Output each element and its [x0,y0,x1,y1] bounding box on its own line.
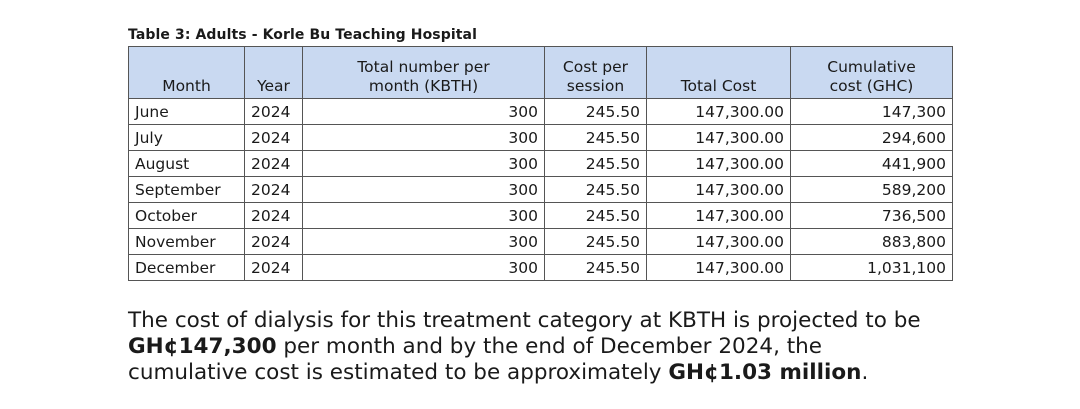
cell-number: 300 [303,229,545,255]
table-row [129,203,953,229]
cell-cumulative-cost: 441,900 [791,151,953,177]
summary-cumulative-cost: GH¢1.03 million [668,360,862,385]
table-caption: Table 3: Adults - Korle Bu Teaching Hospital [128,27,477,43]
header-cost-line2: session [566,77,625,95]
cell-total-cost: 147,300.00 [647,99,791,125]
summary-paragraph [128,308,1028,386]
cell-cost-per-session: 245.50 [545,125,647,151]
cell-number: 300 [303,99,545,125]
header-total-cost: Total Cost [647,47,791,99]
summary-text-1: The cost of dialysis for this treatment category at KBTH is projected to be [128,308,921,333]
cell-month: December [129,255,245,281]
cell-month: October [129,203,245,229]
header-cost-line1: Cost per [562,58,629,76]
cell-number: 300 [303,203,545,229]
header-total-number-line1: Total number per [357,58,490,76]
cell-month: November [129,229,245,255]
cell-year: 2024 [245,99,303,125]
header-month: Month [129,47,245,99]
cell-number: 300 [303,255,545,281]
cell-year: 2024 [245,125,303,151]
header-year: Year [245,47,303,99]
cell-year: 2024 [245,177,303,203]
header-total-number [303,47,545,99]
cell-cost-per-session: 245.50 [545,229,647,255]
header-cumulative-line1: Cumulative [827,58,916,76]
cell-total-cost: 147,300.00 [647,177,791,203]
cell-cumulative-cost: 736,500 [791,203,953,229]
cell-cost-per-session: 245.50 [545,99,647,125]
cell-cost-per-session: 245.50 [545,151,647,177]
cell-total-cost: 147,300.00 [647,229,791,255]
table-body [129,99,953,281]
cell-year: 2024 [245,255,303,281]
cell-month: July [129,125,245,151]
cell-year: 2024 [245,203,303,229]
cell-year: 2024 [245,229,303,255]
cell-cumulative-cost: 1,031,100 [791,255,953,281]
table-header-row [129,47,953,99]
header-total-number-line2: month (KBTH) [368,77,479,95]
table-row [129,151,953,177]
cell-number: 300 [303,125,545,151]
cell-cumulative-cost: 294,600 [791,125,953,151]
table-row [129,229,953,255]
header-cumulative-line2: cost (GHC) [829,77,914,95]
cell-month: September [129,177,245,203]
header-cost-per-session [545,47,647,99]
cell-total-cost: 147,300.00 [647,255,791,281]
cell-cost-per-session: 245.50 [545,255,647,281]
cell-number: 300 [303,151,545,177]
cell-month: August [129,151,245,177]
table-row [129,177,953,203]
table-row [129,255,953,281]
summary-text-2: per month and by the end of December 2024, the [276,334,823,359]
cell-cost-per-session: 245.50 [545,177,647,203]
cost-table [128,46,953,281]
summary-monthly-cost: GH¢147,300 [128,334,277,359]
cell-total-cost: 147,300.00 [647,125,791,151]
cell-cumulative-cost: 589,200 [791,177,953,203]
table-row [129,99,953,125]
cell-cumulative-cost: 883,800 [791,229,953,255]
cell-cumulative-cost: 147,300 [791,99,953,125]
summary-text-3: cumulative cost is estimated to be approximately [128,360,669,385]
cell-year: 2024 [245,151,303,177]
cell-total-cost: 147,300.00 [647,203,791,229]
cell-total-cost: 147,300.00 [647,151,791,177]
cell-month: June [129,99,245,125]
header-cumulative-cost [791,47,953,99]
summary-text-4: . [861,360,869,385]
table-row [129,125,953,151]
cell-number: 300 [303,177,545,203]
cell-cost-per-session: 245.50 [545,203,647,229]
